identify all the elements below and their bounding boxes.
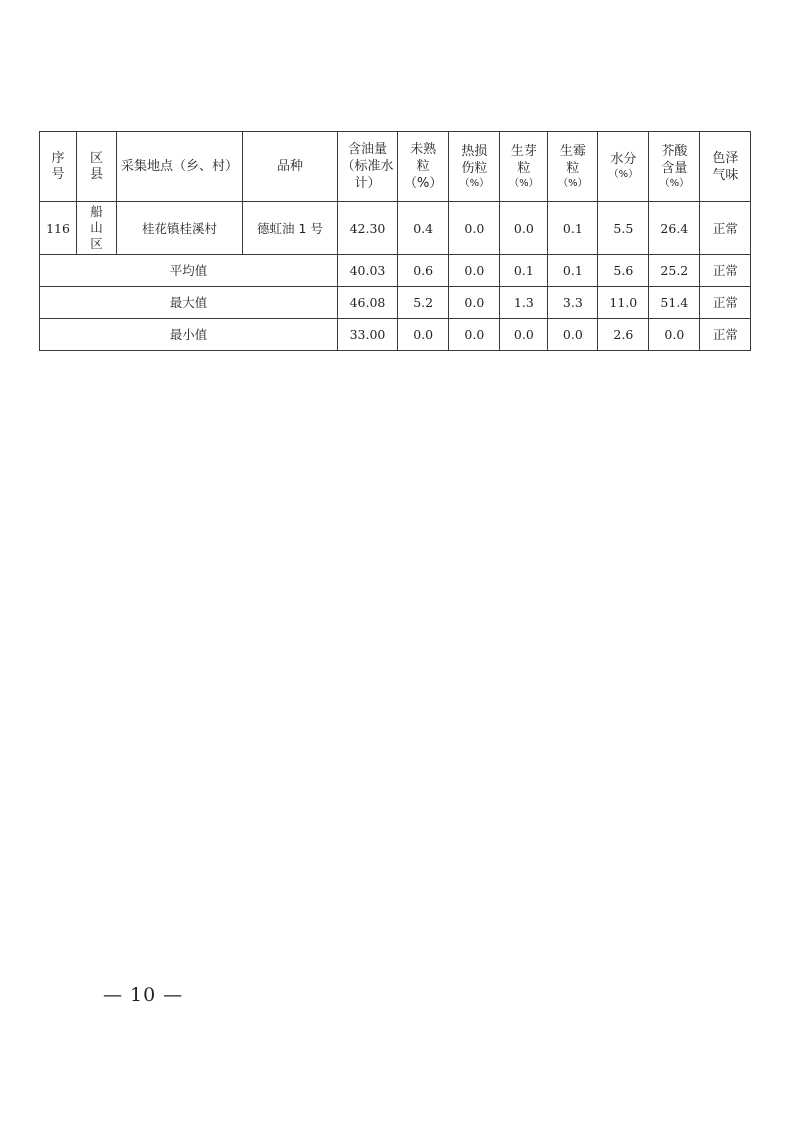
cell-immature: 0.6 xyxy=(398,255,449,287)
cell-color-odor: 正常 xyxy=(700,319,751,351)
header-seq: 序号 xyxy=(40,132,77,202)
header-sprouted: 生芽粒 （%） xyxy=(500,132,548,202)
header-oil-content: 含油量（标准水计） xyxy=(338,132,398,202)
cell-sprouted: 1.3 xyxy=(500,287,548,319)
cell-immature: 0.4 xyxy=(398,202,449,255)
cell-erucic: 26.4 xyxy=(649,202,700,255)
cell-location: 桂花镇桂溪村 xyxy=(117,202,243,255)
summary-row-average xyxy=(40,255,751,287)
rapeseed-quality-table xyxy=(39,131,751,351)
cell-sprouted: 0.1 xyxy=(500,255,548,287)
cell-moisture: 11.0 xyxy=(598,287,649,319)
cell-district: 船山区 xyxy=(77,202,117,255)
cell-sprouted: 0.0 xyxy=(500,202,548,255)
cell-color-odor: 正常 xyxy=(700,202,751,255)
cell-heat-damaged: 0.0 xyxy=(449,287,500,319)
cell-moldy: 3.3 xyxy=(548,287,598,319)
summary-label: 平均值 xyxy=(40,255,338,287)
header-moldy: 生霉粒 （%） xyxy=(548,132,598,202)
summary-label: 最大值 xyxy=(40,287,338,319)
cell-erucic: 51.4 xyxy=(649,287,700,319)
cell-moldy: 0.1 xyxy=(548,255,598,287)
header-district: 区县 xyxy=(77,132,117,202)
cell-oil: 42.30 xyxy=(338,202,398,255)
header-moisture: 水分 （%） xyxy=(598,132,649,202)
header-color-odor: 色泽气味 xyxy=(700,132,751,202)
cell-immature: 0.0 xyxy=(398,319,449,351)
summary-row-max xyxy=(40,287,751,319)
header-immature: 未熟粒（%） xyxy=(398,132,449,202)
cell-moisture: 5.6 xyxy=(598,255,649,287)
summary-row-min xyxy=(40,319,751,351)
cell-oil: 33.00 xyxy=(338,319,398,351)
cell-erucic: 0.0 xyxy=(649,319,700,351)
cell-color-odor: 正常 xyxy=(700,287,751,319)
header-location: 采集地点（乡、村） xyxy=(117,132,243,202)
cell-heat-damaged: 0.0 xyxy=(449,202,500,255)
cell-moldy: 0.1 xyxy=(548,202,598,255)
table-header-row xyxy=(40,132,751,202)
header-variety: 品种 xyxy=(243,132,338,202)
cell-heat-damaged: 0.0 xyxy=(449,319,500,351)
cell-variety: 德虹油 1 号 xyxy=(243,202,338,255)
header-heat-damaged: 热损伤粒 （%） xyxy=(449,132,500,202)
summary-label: 最小值 xyxy=(40,319,338,351)
cell-oil: 46.08 xyxy=(338,287,398,319)
cell-erucic: 25.2 xyxy=(649,255,700,287)
cell-oil: 40.03 xyxy=(338,255,398,287)
cell-sprouted: 0.0 xyxy=(500,319,548,351)
cell-moisture: 5.5 xyxy=(598,202,649,255)
cell-moldy: 0.0 xyxy=(548,319,598,351)
table-row xyxy=(40,202,751,255)
cell-moisture: 2.6 xyxy=(598,319,649,351)
cell-immature: 5.2 xyxy=(398,287,449,319)
header-erucic-acid: 芥酸含量 （%） xyxy=(649,132,700,202)
cell-seq: 116 xyxy=(40,202,77,255)
cell-color-odor: 正常 xyxy=(700,255,751,287)
cell-heat-damaged: 0.0 xyxy=(449,255,500,287)
page-number: — 10 — xyxy=(103,984,184,1006)
